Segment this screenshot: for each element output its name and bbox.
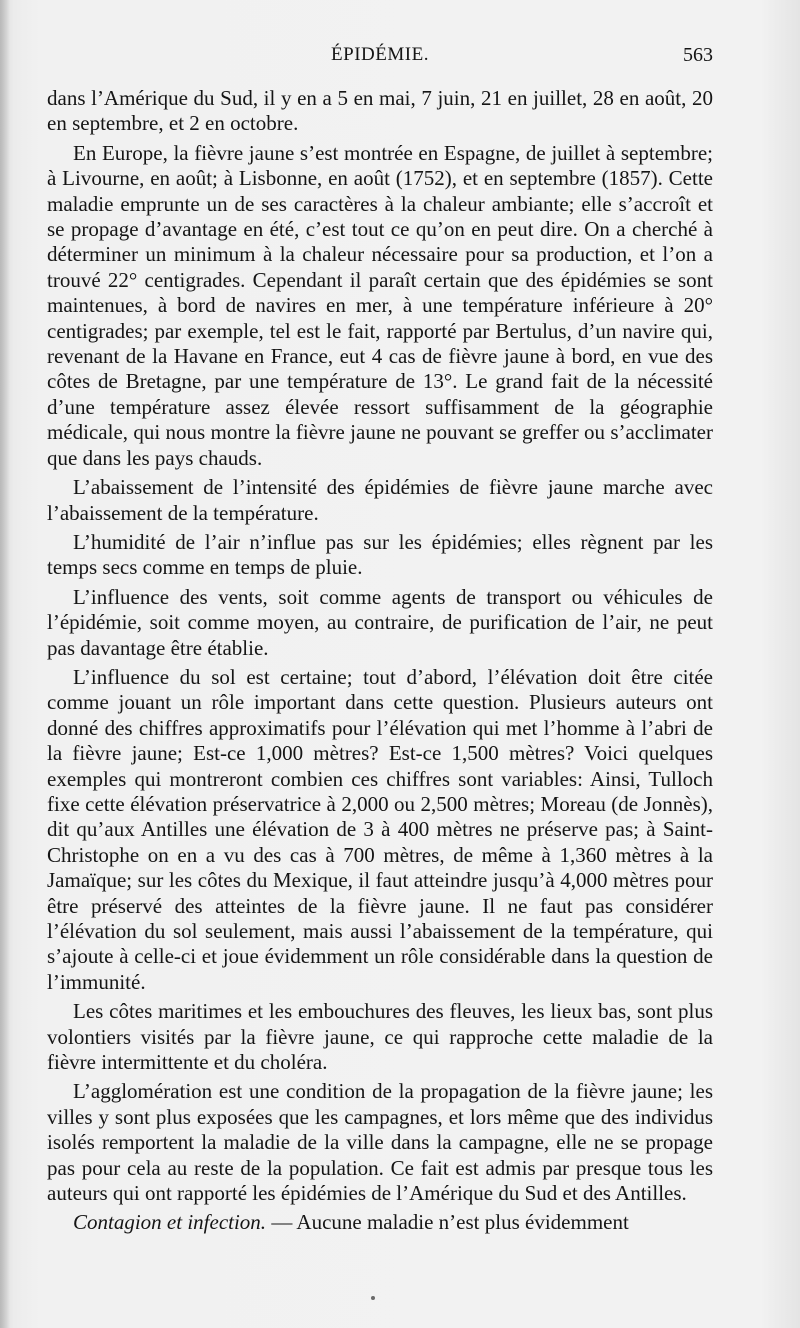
- paragraph-8: L’agglomération est une condition de la propagation de la fièvre jaune; les villes y sont plus exposées que les campagnes, et lors même que des individus isolés remportent la maladie de la ville dans la campagne, elle ne se propage pas pour cela au reste de la population. Ce fait est admis par presque tous les auteurs qui ont rapporté les épidémies de l’Amérique du Sud et des Antilles.: [47, 1079, 713, 1206]
- em-dash: —: [266, 1210, 297, 1235]
- paragraph-2: En Europe, la fièvre jaune s’est montrée en Espagne, de juillet à septembre; à Livourne, en août; à Lisbonne, en août (1752), et en septembre (1857). Cette maladie emprunte un de ses caractères à la chaleur ambiante; elle s’accroît et se propage d’avantage en été, c’est tout ce qu’on en peut dire. On a cherché à déterminer un minimum à la chaleur nécessaire pour sa production, et l’on a trouvé 22° centigrades. Cependant il paraît certain que des épidémies se sont maintenues, à bord de navires en mer, à une température inférieure à 20° centigrades; par exemple, tel est le fait, rapporté par Bertulus, d’un navire qui, revenant de la Havane en France, eut 4 cas de fièvre jaune à bord, en vue des côtes de Bretagne, par une température de 13°. Le grand fait de la nécessité d’une température assez élevée ressort suffisamment de la géographie médicale, qui nous montre la fièvre jaune ne pouvant se greffer ou s’acclimater que dans les pays chauds.: [47, 140, 713, 470]
- page-header: [47, 44, 713, 74]
- paragraph-9: [47, 1210, 713, 1235]
- paragraph-7: Les côtes maritimes et les embouchures des fleuves, les lieux bas, sont plus volontiers visités par la fièvre jaune, ce qui rapproche cette maladie de la fièvre intermittente et du choléra.: [47, 999, 713, 1075]
- paragraph-6: L’influence du sol est certaine; tout d’abord, l’élévation doit être citée comme jouant un rôle important dans cette question. Plusieurs auteurs ont donné des chiffres approximatifs pour l’élévation qui met l’homme à l’abri de la fièvre jaune; Est-ce 1,000 mètres? Est-ce 1,500 mètres? Voici quelques exemples qui montreront combien ces chiffres sont variables: Ainsi, Tulloch fixe cette élévation préservatrice à 2,000 ou 2,500 mètres; Moreau (de Jonnès), dit qu’aux Antilles une élévation de 3 à 400 mètres ne préserve pas; à Saint-Christophe on en a vu des cas à 700 mètres, de même à 1,360 mètres à la Jamaïque; sur les côtes du Mexique, il faut atteindre jusqu’à 4,000 mètres pour être préservé des atteintes de la fièvre jaune. Il ne faut pas considérer l’élévation du sol seulement, mais aussi l’abaissement de la température, qui s’ajoute à celle-ci et joue évidemment un rôle considérable dans la question de l’immunité.: [47, 664, 713, 994]
- section-heading: Contagion et infection.: [73, 1210, 267, 1235]
- paragraph-1: dans l’Amérique du Sud, il y en a 5 en mai, 7 juin, 21 en juillet, 28 en août, 20 en septembre, et 2 en octobre.: [47, 86, 713, 136]
- paragraph-4: L’humidité de l’air n’influe pas sur les épidémies; elles règnent par les temps secs comme en temps de pluie.: [47, 529, 713, 580]
- paragraph-3: L’abaissement de l’intensité des épidémies de fièvre jaune marche avec l’abaissement de la température.: [47, 475, 713, 525]
- body-text: [47, 86, 713, 1236]
- paragraph-9-text: Aucune maladie n’est plus évidemment: [296, 1210, 629, 1235]
- spine-shadow: [0, 0, 10, 1328]
- page-number: 563: [683, 44, 713, 66]
- print-speck: [371, 1296, 375, 1300]
- running-title: ÉPIDÉMIE.: [331, 44, 429, 65]
- paragraph-5: L’influence des vents, soit comme agents de transport ou véhicules de l’épidémie, soit comme moyen, au contraire, de purification de l’air, ne peut pas davantage être établie.: [47, 584, 713, 660]
